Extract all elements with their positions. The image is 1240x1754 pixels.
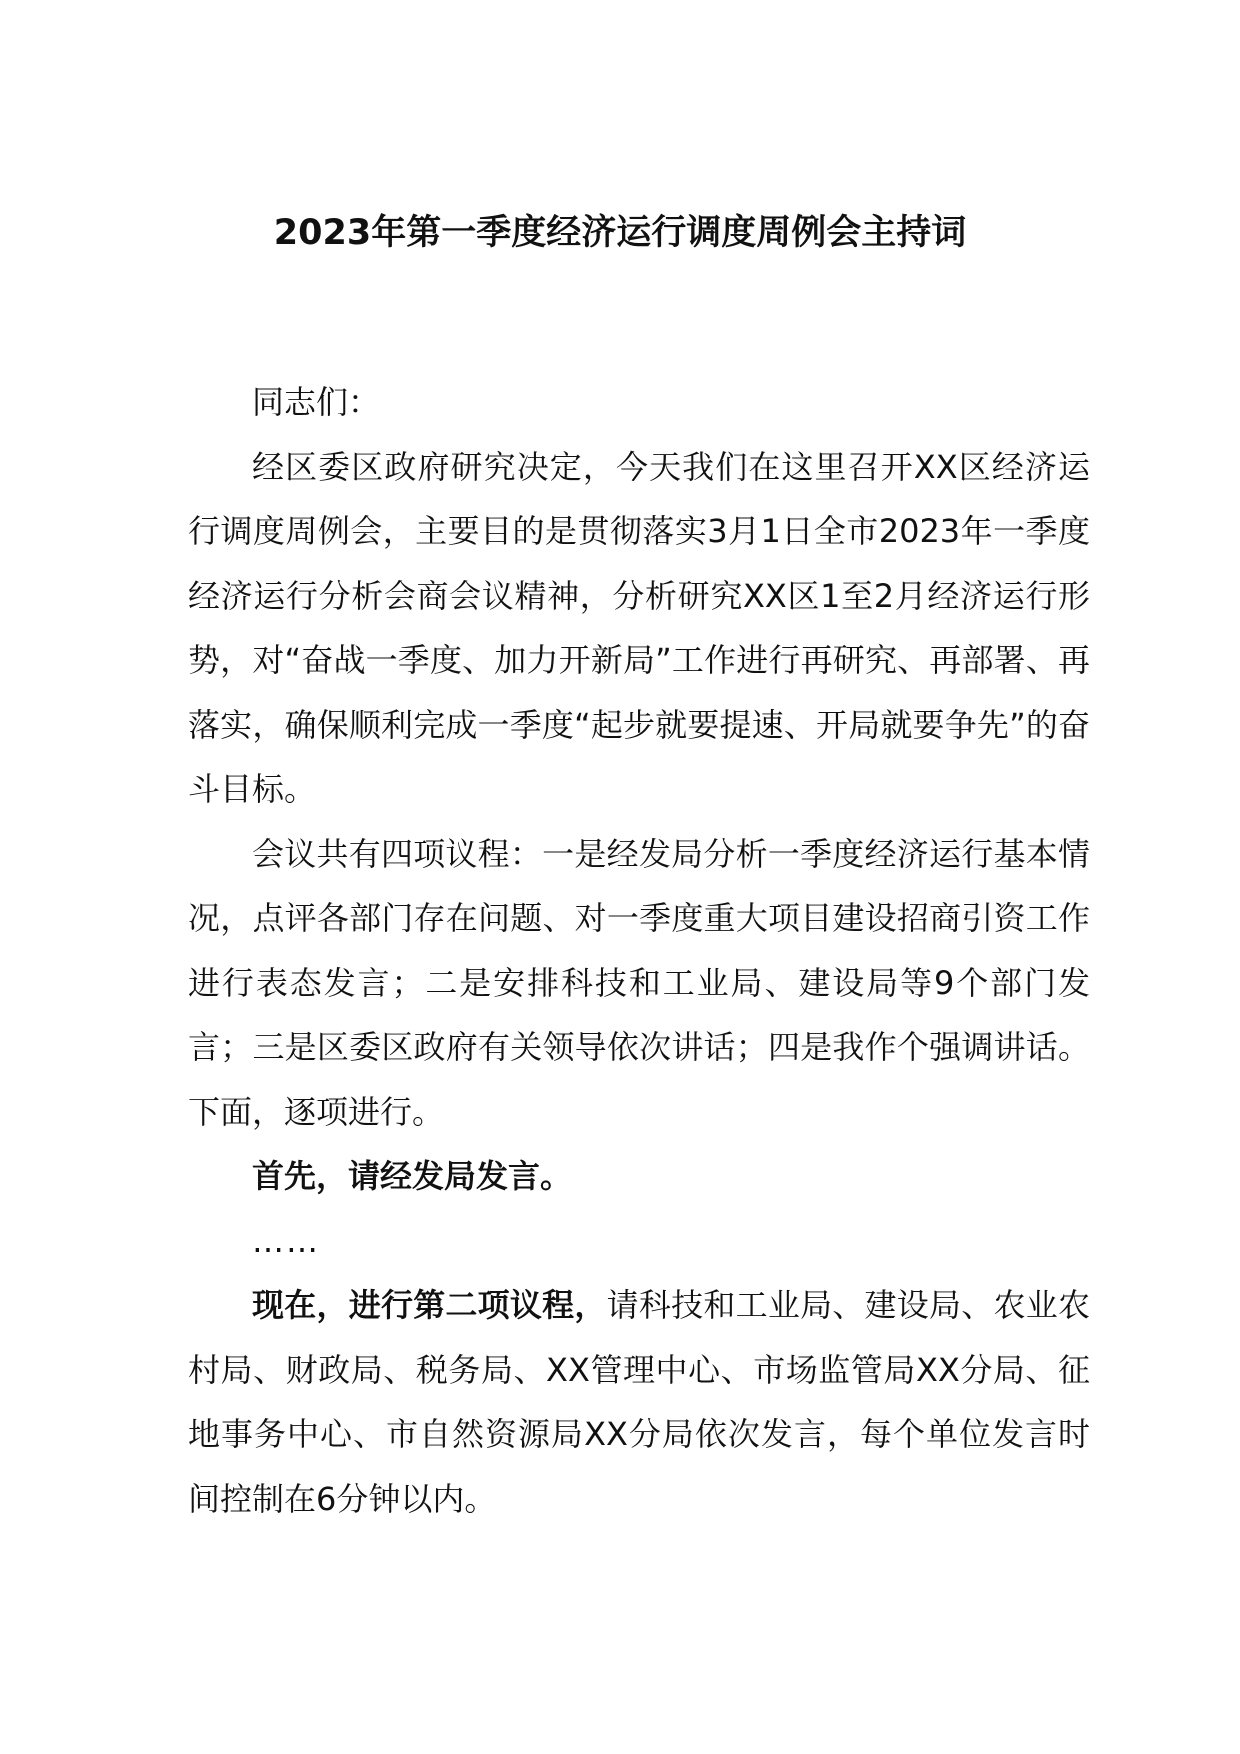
- paragraph-ellipsis: ……: [252, 1221, 320, 1260]
- second-agenda-heading: 现在，进行第二项议程，: [252, 1286, 607, 1324]
- document-body: [188, 370, 1090, 1531]
- paragraph-intro: 经区委区政府研究决定，今天我们在这里召开XX区经济运行调度周例会，主要目的是贯彻落实3月1日全市2023年一季度经济运行分析会商会议精神，分析研究XX区1至2月经济运行形势，对“奋战一季度、加力开新局”工作进行再研究、再部署、再落实，确保顺利完成一季度“起步就要提速、开局就要争先”的奋斗目标。: [188, 447, 1090, 808]
- second-agenda-text: 请科技和工业局、建设局、农业农村局、财政局、税务局、XX管理中心、市场监管局XX分局、征地事务中心、市自然资源局XX分局依次发言，每个单位发言时间控制在6分钟以内。: [188, 1286, 1090, 1518]
- paragraph-agenda: 会议共有四项议程：一是经发局分析一季度经济运行基本情况，点评各部门存在问题、对一季度重大项目建设招商引资工作进行表态发言；二是安排科技和工业局、建设局等9个部门发言；三是区委区政府有关领导依次讲话；四是我作个强调讲话。下面，逐项进行。: [188, 834, 1090, 1131]
- paragraph-first-speaker: 首先，请经发局发言。: [252, 1157, 573, 1195]
- paragraph-second-agenda: [188, 1273, 1090, 1531]
- document-title: 2023年第一季度经济运行调度周例会主持词: [273, 213, 967, 253]
- greeting: 同志们：: [252, 383, 381, 421]
